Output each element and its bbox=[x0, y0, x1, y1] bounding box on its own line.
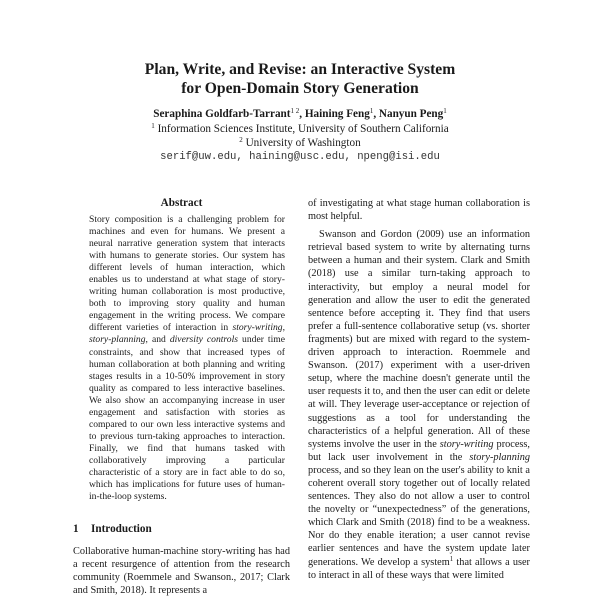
related-work-paragraph bbox=[308, 228, 530, 582]
section-heading-introduction bbox=[73, 523, 152, 535]
author-list bbox=[0, 107, 600, 121]
paragraph-emphasis: story-planning bbox=[469, 451, 530, 463]
paragraph-text: process, but lack user involvement in the bbox=[308, 438, 531, 463]
right-column bbox=[308, 197, 530, 582]
paragraph-emphasis: story-writing bbox=[439, 438, 494, 450]
author-separator: , bbox=[299, 108, 305, 120]
section-title: Introduction bbox=[91, 523, 152, 535]
introduction-paragraph bbox=[73, 545, 290, 597]
author-affil-mark: 1 bbox=[443, 107, 447, 115]
abstract-emphasis: story-writing bbox=[232, 322, 283, 334]
title-line-1: Plan, Write, and Revise: an Interactive System bbox=[144, 61, 456, 78]
affil-mark: 1 bbox=[151, 122, 155, 130]
paragraph-text: that allows a user to interact in all of these ways that were limited bbox=[308, 556, 530, 581]
title-line-2: for Open-Domain Story Generation bbox=[181, 80, 419, 97]
abstract-text: Story composition is a challenging problem for machines and even for humans. We present a neural narrative generation system that interacts with humans to generate stories. Our system has different levels of human interaction, which enables us to understand at what stage of story-writing human collaboration is most productive, both to improving story quality and human engagement in the writing process. We compare different varieties of interaction in bbox=[89, 214, 285, 334]
paragraph-continuation: of investigating at what stage human collaboration is most helpful. bbox=[308, 198, 530, 223]
footnote-mark: 1 bbox=[449, 554, 454, 563]
author-affil-mark: 1 bbox=[369, 107, 374, 115]
abstract-text: , bbox=[282, 322, 285, 334]
abstract-heading: Abstract bbox=[160, 197, 203, 209]
paragraph-text: Swanson and Gordon (2009) use an information retrieval based system to write by alternating turns between a human and their system. Clark and Smith (2018) use a similar turn-taking approach to interactivity, but employ a neural model for generation and allow the user to edit the generated sentence before accepting it. They find that users prefer a full-sentence collaborative setup (vs. shorter fragments) but are mixed with regard to the system-driven approach to interaction. Roemmele and Swanson. (2017) experiment with a user-driven setup, where the machine doesn't generate until the user requests it to, and then the user can edit or delete at will. They leverage user-acceptance or rejection of suggestions as a tool for understanding the characteristics of a helpful generation. All of these systems involve the user in the bbox=[308, 229, 530, 450]
author-separator: , bbox=[373, 108, 379, 120]
author-emails: serif@uw.edu, haining@usc.edu, npeng@isi.edu bbox=[160, 151, 440, 163]
affil-text: University of Washington bbox=[245, 137, 361, 149]
paragraph-text: process, and so they lean on the user's ability to knit a coherent overall story together out of locally related sentences. They also do not allow a user to control the novelty or “unexpectedness” of the generations, which Clark and Smith (2018) find to be a weakness. Nor do they enable iteration; a user cannot revise earlier sentences and have the system update later generations. We develop a system bbox=[308, 464, 530, 568]
author-name: Haining Feng bbox=[304, 108, 370, 120]
author-name: Nanyun Peng bbox=[378, 108, 444, 120]
abstract-text: under time constraints, and show that increased types of human collaboration at both planning and writing stages results in a 10-50% improvement in story quality as compared to less interactive baselines. We also show an accompanying increase in user engagement and satisfaction with stories as compared to our own less interactive systems and to previous turn-taking approaches to interaction. Finally, we find that humans tasked with collaboratively improving a particular characteristic of a story are in fact able to do so, which has implications for future uses of human-in-the-loop systems. bbox=[89, 334, 285, 503]
abstract-body bbox=[89, 214, 285, 503]
affil-text: Information Sciences Institute, University of Southern California bbox=[157, 123, 449, 135]
abstract-emphasis: diversity controls bbox=[169, 334, 239, 346]
author-name: Seraphina Goldfarb-Tarrant bbox=[153, 108, 291, 120]
affiliation-2 bbox=[0, 136, 600, 150]
paragraph-text: Collaborative human-machine story-writing has had a recent resurgence of attention from the research community (Roemmele and Swanson., 2017; Clark and Smith, 2018). It represents a bbox=[73, 546, 290, 597]
abstract-text: , and bbox=[145, 334, 170, 346]
affiliation-1 bbox=[0, 122, 600, 136]
author-affil-mark: 1 2 bbox=[290, 107, 300, 115]
paper-title bbox=[0, 60, 600, 98]
abstract-emphasis: story-planning bbox=[89, 334, 146, 346]
affil-mark: 2 bbox=[239, 136, 243, 144]
section-number: 1 bbox=[73, 523, 79, 535]
